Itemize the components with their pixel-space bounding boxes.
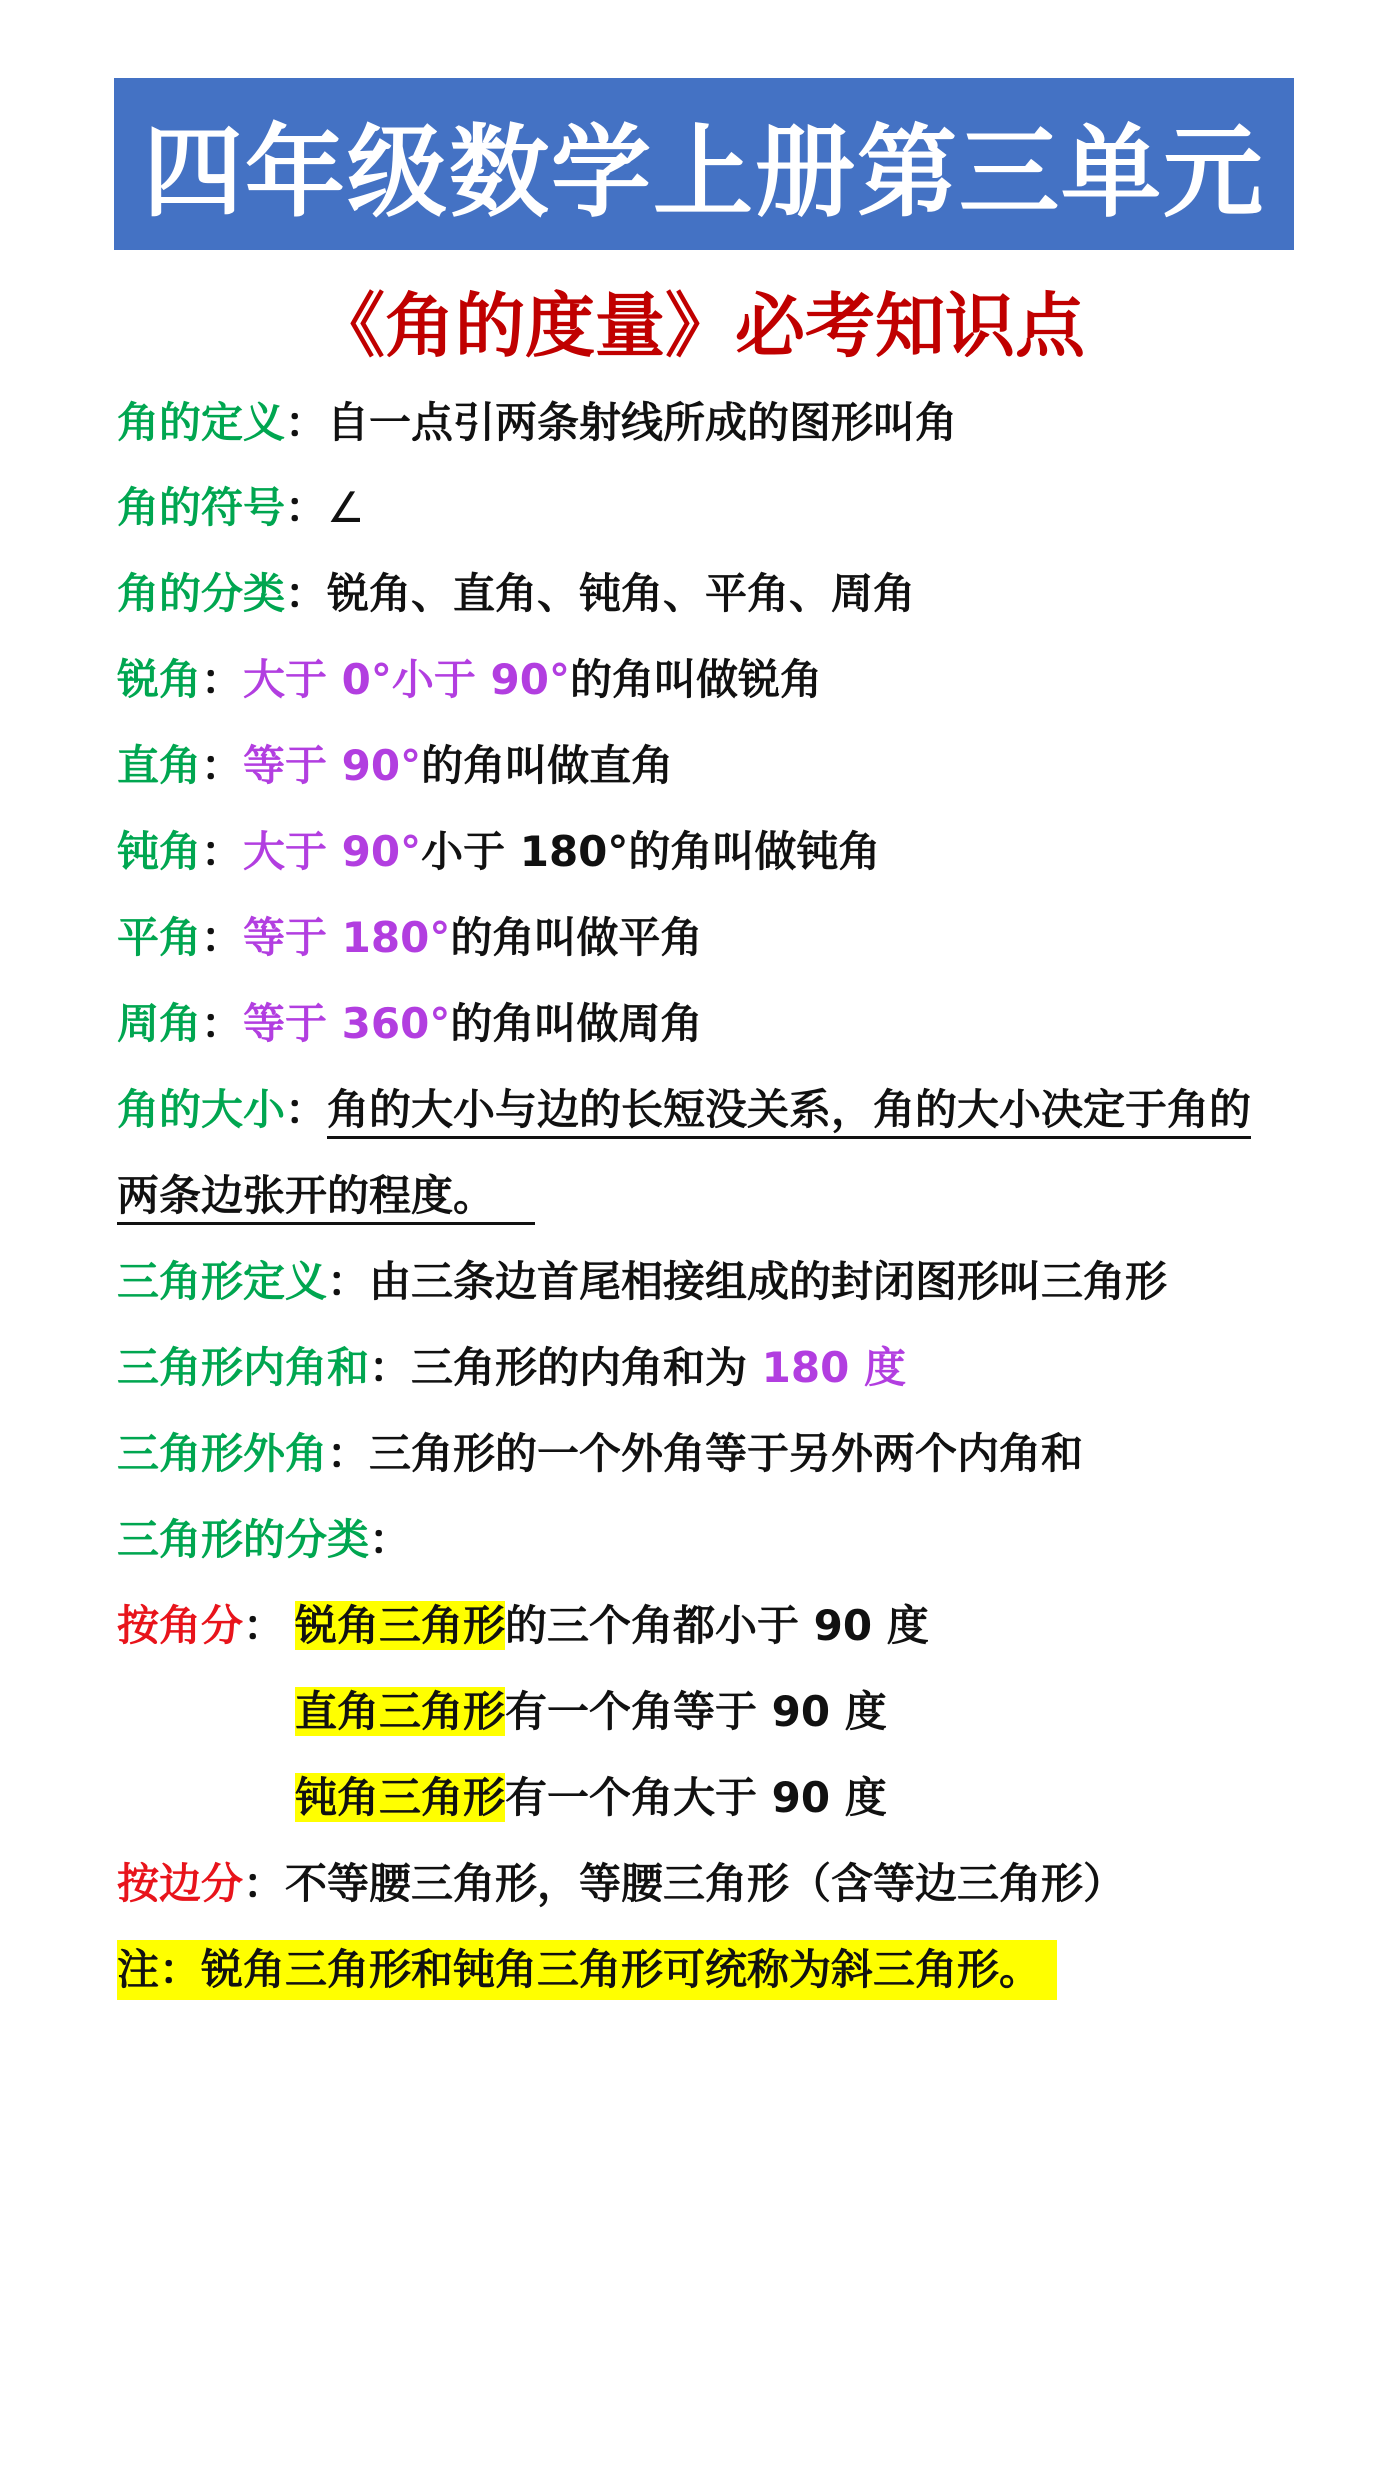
definition-text: 三角形的一个外角等于另外两个内角和 bbox=[369, 1429, 1084, 1478]
title-banner bbox=[114, 78, 1294, 250]
degree-value: 等于 90° bbox=[243, 741, 422, 790]
degree-value: 180 度 bbox=[761, 1343, 906, 1392]
triangle-type-desc: 有一个角等于 90 度 bbox=[505, 1687, 887, 1736]
degree-value: 大于 90° bbox=[243, 827, 422, 876]
term-separator: ： bbox=[285, 1085, 328, 1134]
definition-text: 的角叫做锐角 bbox=[569, 655, 822, 704]
angle-size-row-continued bbox=[117, 1166, 535, 1226]
term-separator: ： bbox=[201, 999, 244, 1048]
term-label: 角的分类 bbox=[117, 569, 286, 618]
term-label: 三角形的分类 bbox=[117, 1515, 370, 1564]
term-label: 角的大小 bbox=[117, 1085, 286, 1134]
straight-angle-row bbox=[117, 908, 702, 968]
angle-definition-row bbox=[117, 393, 957, 453]
term-label: 三角形外角 bbox=[117, 1429, 328, 1478]
triangle-exterior-angle-row bbox=[117, 1424, 1083, 1484]
term-separator: ： bbox=[327, 1257, 370, 1306]
term-label: 周角 bbox=[117, 999, 202, 1048]
triangle-type-name: 锐角三角形 bbox=[295, 1601, 506, 1650]
term-label: 角的符号 bbox=[117, 483, 286, 532]
triangle-type-desc: 的三个角都小于 90 度 bbox=[505, 1601, 929, 1650]
triangle-definition-row bbox=[117, 1252, 1167, 1312]
term-label: 锐角 bbox=[117, 655, 202, 704]
term-separator: ： bbox=[201, 827, 244, 876]
full-angle-row bbox=[117, 994, 702, 1054]
angle-symbol: ∠ bbox=[327, 483, 365, 532]
definition-text: 三角形的内角和为 bbox=[411, 1343, 762, 1392]
by-angle-row bbox=[117, 1596, 929, 1656]
definition-text: 锐角、直角、钝角、平角、周角 bbox=[327, 569, 916, 618]
triangle-type-desc: 有一个角大于 90 度 bbox=[505, 1773, 887, 1822]
term-separator: ： bbox=[285, 483, 328, 532]
term-separator: ： bbox=[327, 1429, 370, 1478]
term-separator: ： bbox=[201, 741, 244, 790]
underlined-text: 两条边张开的程度。 bbox=[117, 1171, 535, 1225]
term-label: 三角形内角和 bbox=[117, 1343, 370, 1392]
triangle-type-name: 直角三角形 bbox=[295, 1687, 506, 1736]
degree-value: 大于 0°小于 90° bbox=[243, 655, 570, 704]
degree-value: 等于 180° bbox=[243, 913, 451, 962]
term-separator: ： bbox=[201, 655, 244, 704]
definition-text: 的角叫做周角 bbox=[450, 999, 703, 1048]
highlighted-note: 注：锐角三角形和钝角三角形可统称为斜三角形。 bbox=[117, 1940, 1057, 2000]
triangle-type-name: 钝角三角形 bbox=[295, 1773, 506, 1822]
triangle-types-row bbox=[117, 1510, 411, 1570]
term-separator: ： bbox=[285, 569, 328, 618]
term-label: 直角 bbox=[117, 741, 202, 790]
definition-text: 不等腰三角形，等腰三角形（含等边三角形） bbox=[285, 1859, 1126, 1908]
triangle-type-item bbox=[295, 1682, 887, 1742]
term-separator: ： bbox=[369, 1343, 412, 1392]
angle-size-row bbox=[117, 1080, 1251, 1140]
definition-text: 小于 180°的角叫做钝角 bbox=[421, 827, 881, 876]
by-side-row bbox=[117, 1854, 1125, 1914]
triangle-interior-sum-row bbox=[117, 1338, 906, 1398]
angle-symbol-row bbox=[117, 478, 365, 538]
acute-angle-row bbox=[117, 650, 822, 710]
term-separator: ： bbox=[369, 1515, 412, 1564]
obtuse-angle-row bbox=[117, 822, 880, 882]
term-label: 角的定义 bbox=[117, 398, 286, 447]
page-title: 四年级数学上册第三单元 bbox=[143, 114, 1265, 231]
right-angle-row bbox=[117, 736, 673, 796]
term-separator: ： bbox=[201, 913, 244, 962]
triangle-type-item bbox=[295, 1768, 887, 1828]
term-label: 钝角 bbox=[117, 827, 202, 876]
term-separator: ： bbox=[243, 1601, 286, 1650]
category-label: 按角分 bbox=[117, 1601, 244, 1650]
category-label: 按边分 bbox=[117, 1859, 244, 1908]
definition-text: 自一点引两条射线所成的图形叫角 bbox=[327, 398, 958, 447]
note-row bbox=[117, 1940, 1057, 2000]
term-separator: ： bbox=[285, 398, 328, 447]
term-label: 平角 bbox=[117, 913, 202, 962]
term-label: 三角形定义 bbox=[117, 1257, 328, 1306]
degree-value: 等于 360° bbox=[243, 999, 451, 1048]
page-subtitle: 《角的度量》必考知识点 bbox=[315, 285, 1085, 367]
definition-text: 的角叫做直角 bbox=[421, 741, 674, 790]
term-separator: ： bbox=[243, 1859, 286, 1908]
definition-text: 由三条边首尾相接组成的封闭图形叫三角形 bbox=[369, 1257, 1168, 1306]
definition-text: 的角叫做平角 bbox=[450, 913, 703, 962]
triangle-type-item bbox=[295, 1596, 929, 1656]
angle-types-row bbox=[117, 564, 915, 624]
underlined-text: 角的大小与边的长短没关系，角的大小决定于角的 bbox=[327, 1085, 1251, 1139]
